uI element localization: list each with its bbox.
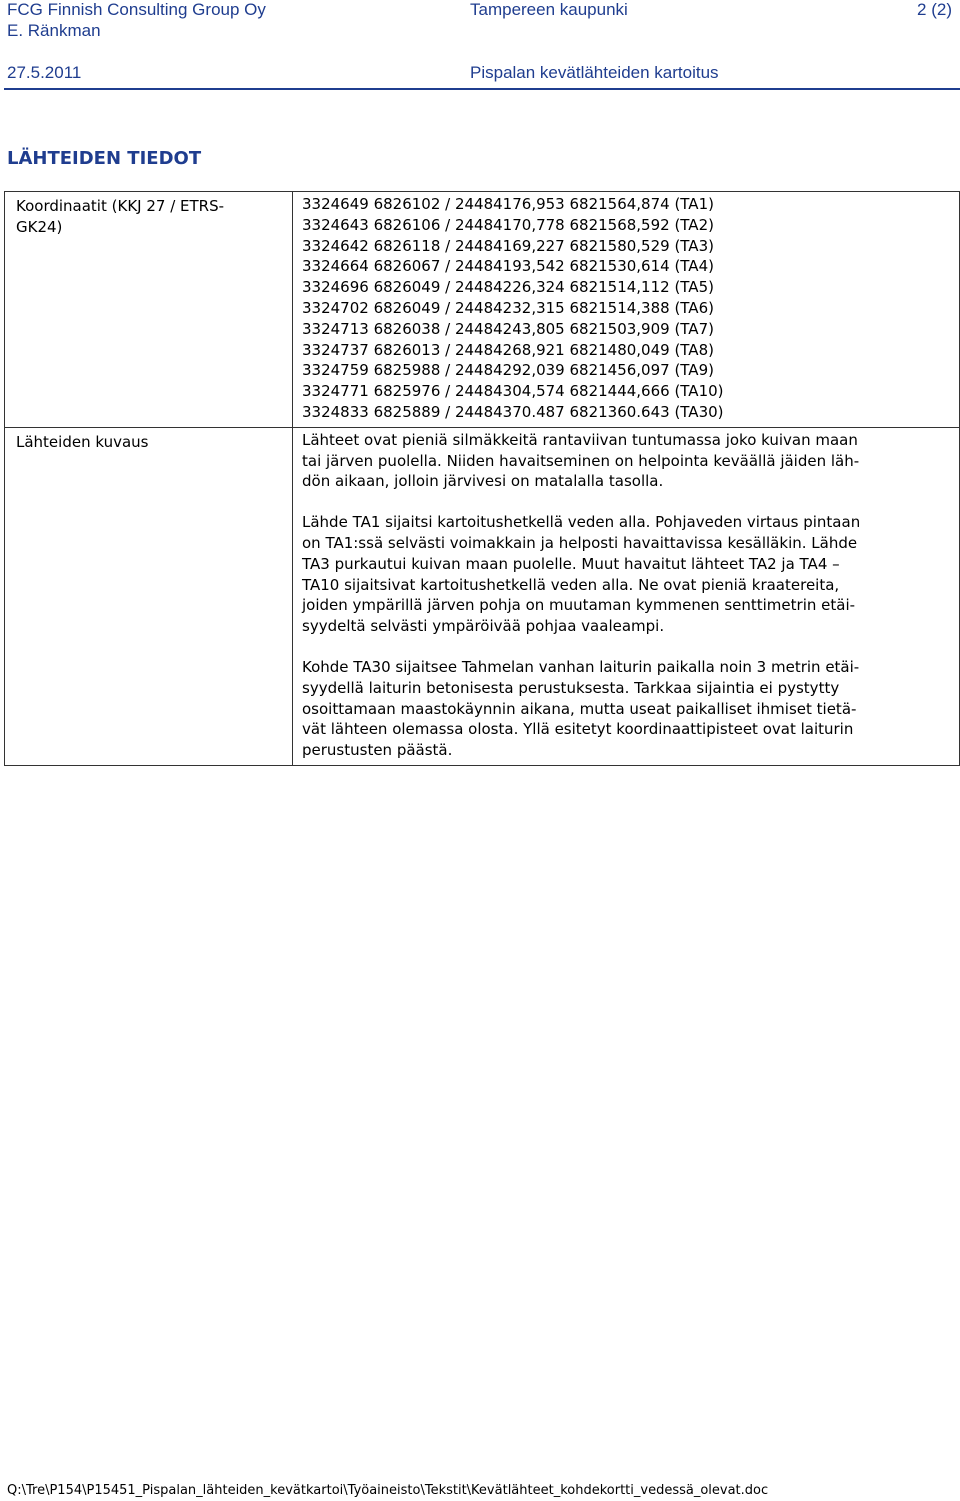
company-name: FCG Finnish Consulting Group Oy	[7, 0, 266, 19]
coordinate-line: 3324696 6826049 / 24484226,324 6821514,112 (TA5)	[302, 278, 714, 297]
coordinate-line: 3324649 6826102 / 24484176,953 6821564,874 (TA1)	[302, 195, 714, 213]
description-row	[5, 427, 960, 765]
description-line: dön aikaan, jolloin järvivesi on matalalla tasolla.	[302, 472, 664, 491]
file-path-footer: Q:\Tre\P154\P15451_Pispalan_lähteiden_kevätkartoi\Työaineisto\Tekstit\Kevätlähteet_kohdekortti_vedessä_olevat.doc	[7, 1483, 769, 1498]
coordinate-line: 3324702 6826049 / 24484232,315 6821514,388 (TA6)	[302, 298, 714, 317]
coordinate-line: 3324833 6825889 / 24484370.487 6821360.643 (TA30)	[302, 402, 724, 421]
client-name: Tampereen kaupunki	[470, 0, 628, 19]
coordinates-label-line: Koordinaatit (KKJ 27 / ETRS-	[16, 197, 225, 215]
description-line: Lähteet ovat pieniä silmäkkeitä rantaviivan tuntumassa joko kuivan maan	[302, 430, 858, 449]
section-title: LÄHTEIDEN TIEDOT	[7, 148, 202, 169]
coordinate-line: 3324737 6826013 / 24484268,921 6821480,049 (TA8)	[302, 340, 714, 359]
coordinate-line: 3324759 6825988 / 24484292,039 6821456,097 (TA9)	[302, 361, 714, 380]
coordinates-row	[5, 192, 960, 428]
info-table	[4, 191, 960, 766]
description-paragraph	[302, 657, 959, 761]
coordinate-line: 3324664 6826067 / 24484193,542 6821530,614 (TA4)	[302, 257, 714, 276]
coordinates-label-line: GK24)	[16, 218, 63, 236]
description-line: TA10 sijaitsivat kartoitushetkellä veden alla. Ne ovat pieniä kraatereita,	[302, 575, 840, 594]
description-text	[293, 427, 960, 765]
description-label: Lähteiden kuvaus	[5, 427, 293, 765]
description-line: osoittamaan maastokäynnin aikana, mutta useat paikalliset ihmiset tietä-	[302, 699, 857, 718]
project-name: Pispalan kevätlähteiden kartoitus	[470, 63, 719, 82]
description-line: perustusten päästä.	[302, 741, 453, 760]
description-line: tai järven puolella. Niiden havaitseminen on helpointa keväällä jäiden läh-	[302, 451, 860, 470]
description-line: TA3 purkautui kuivan maan puolelle. Muut havaitut lähteet TA2 ja TA4 –	[302, 554, 840, 573]
description-paragraph	[302, 512, 959, 637]
description-line: joiden ympärillä järven pohja on muutaman kymmenen senttimetrin etäi-	[302, 596, 856, 615]
coordinate-line: 3324643 6826106 / 24484170,778 6821568,592 (TA2)	[302, 215, 714, 234]
description-line: Kohde TA30 sijaitsee Tahmelan vanhan laiturin paikalla noin 3 metrin etäi-	[302, 657, 860, 676]
document-date: 27.5.2011	[7, 63, 82, 82]
coordinate-line: 3324771 6825976 / 24484304,574 6821444,666 (TA10)	[302, 382, 724, 401]
page-number: 2 (2)	[917, 0, 952, 19]
header-rule	[4, 88, 960, 90]
coordinate-line: 3324642 6826118 / 24484169,227 6821580,529 (TA3)	[302, 236, 714, 255]
description-paragraph	[302, 430, 959, 492]
coordinates-label	[5, 192, 293, 428]
coordinates-list	[293, 192, 960, 428]
description-line: Lähde TA1 sijaitsi kartoitushetkellä veden alla. Pohjaveden virtaus pintaan	[302, 513, 861, 532]
description-line: syydeltä selvästi ympäröivää pohjaa vaaleampi.	[302, 617, 665, 636]
description-line: vät lähteen olemassa olosta. Yllä esitetyt koordinaattipisteet ovat laiturin	[302, 720, 854, 739]
coordinate-line: 3324713 6826038 / 24484243,805 6821503,909 (TA7)	[302, 319, 714, 338]
description-line: on TA1:ssä selvästi voimakkain ja helposti havaittavissa kesälläkin. Lähde	[302, 533, 858, 552]
author-name: E. Ränkman	[7, 21, 101, 40]
description-line: syydellä laiturin betonisesta perustuksesta. Tarkkaa sijaintia ei pystytty	[302, 678, 840, 697]
